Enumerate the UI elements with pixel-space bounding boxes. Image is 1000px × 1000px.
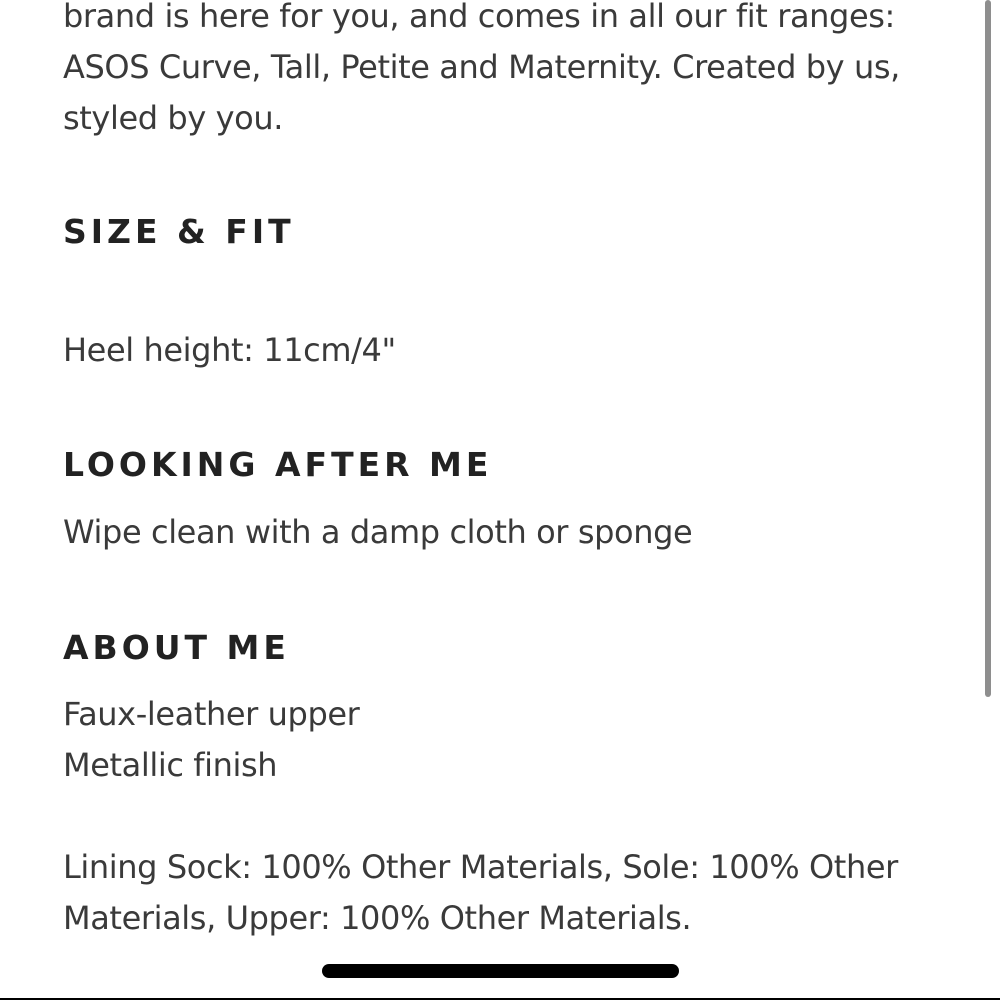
intro-line: brand is here for you, and comes in all our fit ranges: bbox=[63, 0, 895, 35]
care-heading: LOOKING AFTER ME bbox=[63, 445, 493, 484]
intro-line: styled by you. bbox=[63, 99, 284, 137]
intro-line: ASOS Curve, Tall, Petite and Maternity. Created by us, bbox=[63, 48, 900, 86]
feature-line: Metallic finish bbox=[63, 746, 278, 784]
composition-line: Lining Sock: 100% Other Materials, Sole: 100% Other bbox=[63, 848, 898, 886]
about-heading: ABOUT ME bbox=[63, 628, 290, 667]
vertical-scrollbar[interactable] bbox=[985, 0, 991, 697]
size-fit-heading: SIZE & FIT bbox=[63, 212, 295, 251]
heel-height-text: Heel height: 11cm/4" bbox=[63, 331, 396, 369]
home-indicator[interactable] bbox=[322, 964, 679, 978]
feature-line: Faux-leather upper bbox=[63, 695, 360, 733]
composition-text bbox=[63, 842, 898, 944]
care-text: Wipe clean with a damp cloth or sponge bbox=[63, 513, 693, 551]
intro-paragraph bbox=[63, 0, 900, 144]
about-features bbox=[63, 689, 359, 791]
composition-line: Materials, Upper: 100% Other Materials. bbox=[63, 899, 692, 937]
